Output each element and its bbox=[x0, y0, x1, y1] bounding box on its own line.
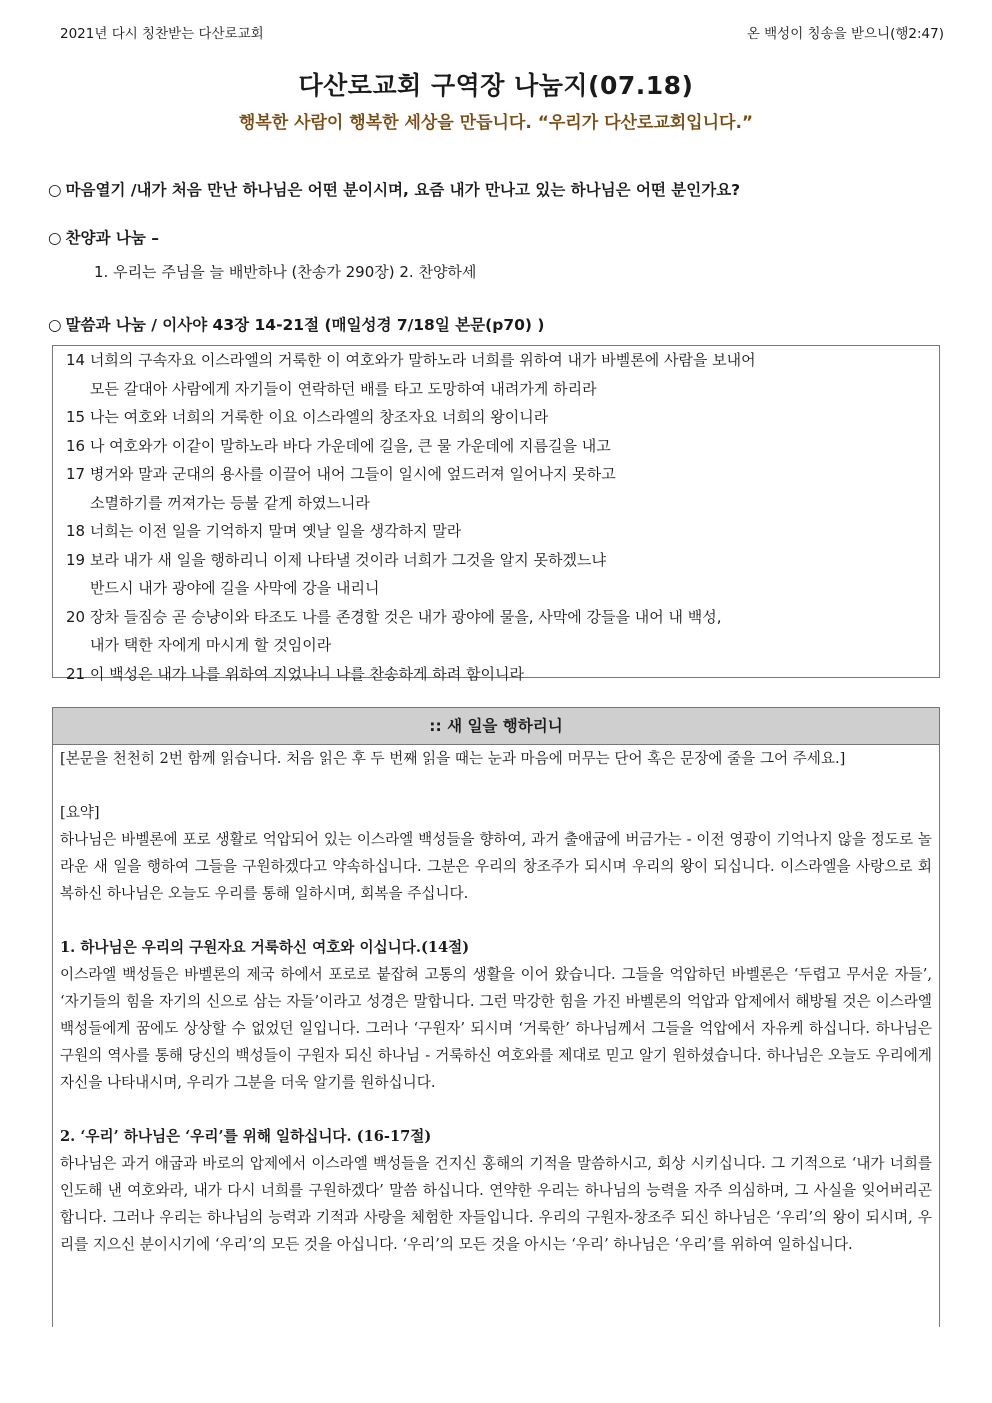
page-title: 다산로교회 구역장 나눔지(07.18) bbox=[298, 71, 694, 100]
question-praise-text: 찬양과 나눔 – bbox=[65, 229, 159, 247]
summary-text: 하나님은 바벨론에 포로 생활로 억압되어 있는 이스라엘 백성들을 향하여, 과거 출애굽에 버금가는 - 이전 영광이 기억나지 않을 정도로 놀라운 새 일을 행하여 그들을 구원하겠다고 약속하십니다. 그분은 우리의 창조주가 되시며 우리의 왕이 되십니다. 이스라엘을 사랑으로 회복하신 하나님은 오늘도 우리를 통해 일하시며, 회복을 주십니다. bbox=[60, 831, 932, 902]
page-subtitle: 행복한 사람이 행복한 세상을 만듭니다. “우리가 다산로교회입니다.” bbox=[238, 113, 754, 133]
question-praise bbox=[48, 226, 159, 248]
scripture-passage-box bbox=[52, 345, 940, 683]
circle-bullet-icon: ○ bbox=[48, 229, 62, 247]
point2-body: 하나님은 과거 애굽과 바로의 압제에서 이스라엘 백성들을 건지신 홍해의 기적을 말씀하시고, 회상 시키십니다. 그 기적으로 ‘내가 너희를 인도해 낸 여호와라, 내가 다시 너희를 구원하겠다’ 말씀 하십니다. 연약한 우리는 하나님의 능력을 자주 의심하며, 그 사실을 잊어버리곤 합니다. 그러나 우리는 하나님의 능력과 기적과 사랑을 체험한 자들입니다. 우리의 구원자-창조주 되신 하나님은 ‘우리’의 왕이 되시며, 우리를 지으신 분이시기에 ‘우리’의 모든 것을 아십니다. ‘우리’의 모든 것을 아시는 ‘우리’ 하나님은 ‘우리’를 위하여 일하십니다. bbox=[60, 1155, 932, 1253]
point2-title: 2. ‘우리’ 하나님은 ‘우리’를 위해 일하십니다. (16-17절) bbox=[60, 1128, 432, 1145]
passage-line: 15 나는 여호와 너희의 거룩한 이요 이스라엘의 창조자요 너희의 왕이니라 bbox=[66, 408, 549, 426]
passage-line: 20 장차 들짐승 곧 승냥이와 타조도 나를 존경할 것은 내가 광야에 물을, 사막에 강들을 내어 내 백성, bbox=[66, 607, 722, 626]
point1-title: 1. 하나님은 우리의 구원자요 거룩하신 여호와 이십니다.(14절) bbox=[60, 939, 470, 956]
question-word bbox=[48, 313, 544, 335]
passage-line: 내가 택한 자에게 마시게 할 것임이라 bbox=[90, 636, 332, 654]
study-body bbox=[53, 745, 939, 1258]
passage-line: 소멸하기를 꺼져가는 등불 같게 하였느니라 bbox=[90, 493, 370, 512]
summary-label: [요약] bbox=[60, 804, 100, 821]
point1-body: 이스라엘 백성들은 바벨론의 제국 하에서 포로로 붙잡혀 고통의 생활을 이어 왔습니다. 그들을 억압하던 바벨론은 ‘두렵고 무서운 자들’, ‘자기들의 힘을 자기의 신으로 삼는 자들’이라고 성경은 말합니다. 그런 막강한 힘을 가진 바벨론의 억압과 압제에서 해방될 것은 이스라엘 백성들에게 꿈에도 상상할 수 없었던 일입니다. 그러나 ‘구원자’ 되시며 ‘거룩한’ 하나님께서 그들을 억압에서 자유케 하십니다. 하나님은 구원의 역사를 통해 당신의 백성들이 구원자 되신 하나님 - 거룩하신 여호와를 제대로 믿고 알기 원하셨습니다. 하나님은 오늘도 우리에게 자신을 나타내시며, 우리가 그분을 더욱 알기를 원하십니다. bbox=[60, 966, 932, 1091]
circle-bullet-icon: ○ bbox=[48, 181, 62, 199]
header-right-text: 온 백성이 칭송을 받으니(행2:47) bbox=[746, 26, 944, 42]
study-intro: [본문을 천천히 2번 함께 읽습니다. 처음 읽은 후 두 번째 읽을 때는 눈과 마음에 머무는 단어 혹은 문장에 줄을 그어 주세요.] bbox=[60, 750, 846, 767]
passage-line: 16 나 여호와가 이같이 말하노라 바다 가운데에 길을, 큰 물 가운데에 지름길을 내고 bbox=[66, 436, 611, 455]
passage-line: 반드시 내가 광야에 길을 사막에 강을 내리니 bbox=[90, 579, 380, 597]
question-opening-text: 마음열기 /내가 처음 만난 하나님은 어떤 분이시며, 요즘 내가 만나고 있는 하나님은 어떤 분인가요? bbox=[65, 181, 741, 199]
passage-line: 모든 갈대아 사람에게 자기들이 연락하던 배를 타고 도망하여 내려가게 하리라 bbox=[90, 379, 597, 398]
passage-line: 14 너희의 구속자요 이스라엘의 거룩한 이 여호와가 말하노라 너희를 위하여 내가 바벨론에 사람을 보내어 bbox=[66, 351, 756, 369]
passage-line: 19 보라 내가 새 일을 행하리니 이제 나타낼 것이라 너희가 그것을 알지 못하겠느냐 bbox=[66, 550, 606, 569]
question-opening bbox=[48, 178, 740, 200]
study-section bbox=[52, 707, 940, 1327]
passage-line: 21 이 백성은 내가 나를 위하여 지었나니 나를 찬송하게 하려 함이니라 bbox=[66, 664, 525, 683]
passage-line: 17 병거와 말과 군대의 용사를 이끌어 내어 그들이 일시에 엎드러져 일어나지 못하고 bbox=[66, 465, 616, 483]
header-left-text: 2021년 다시 칭찬받는 다산로교회 bbox=[60, 26, 264, 42]
page-header bbox=[60, 22, 944, 42]
study-heading: :: 새 일을 행하리니 bbox=[53, 708, 939, 745]
circle-bullet-icon: ○ bbox=[48, 316, 62, 334]
song-list: 1. 우리는 주님을 늘 배반하나 (찬송가 290장) 2. 찬양하세 bbox=[94, 263, 477, 281]
question-word-text: 말씀과 나눔 / 이사야 43장 14-21절 (매일성경 7/18일 본문(p70) ) bbox=[65, 316, 545, 334]
passage-line: 18 너희는 이전 일을 기억하지 말며 옛날 일을 생각하지 말라 bbox=[66, 522, 462, 540]
